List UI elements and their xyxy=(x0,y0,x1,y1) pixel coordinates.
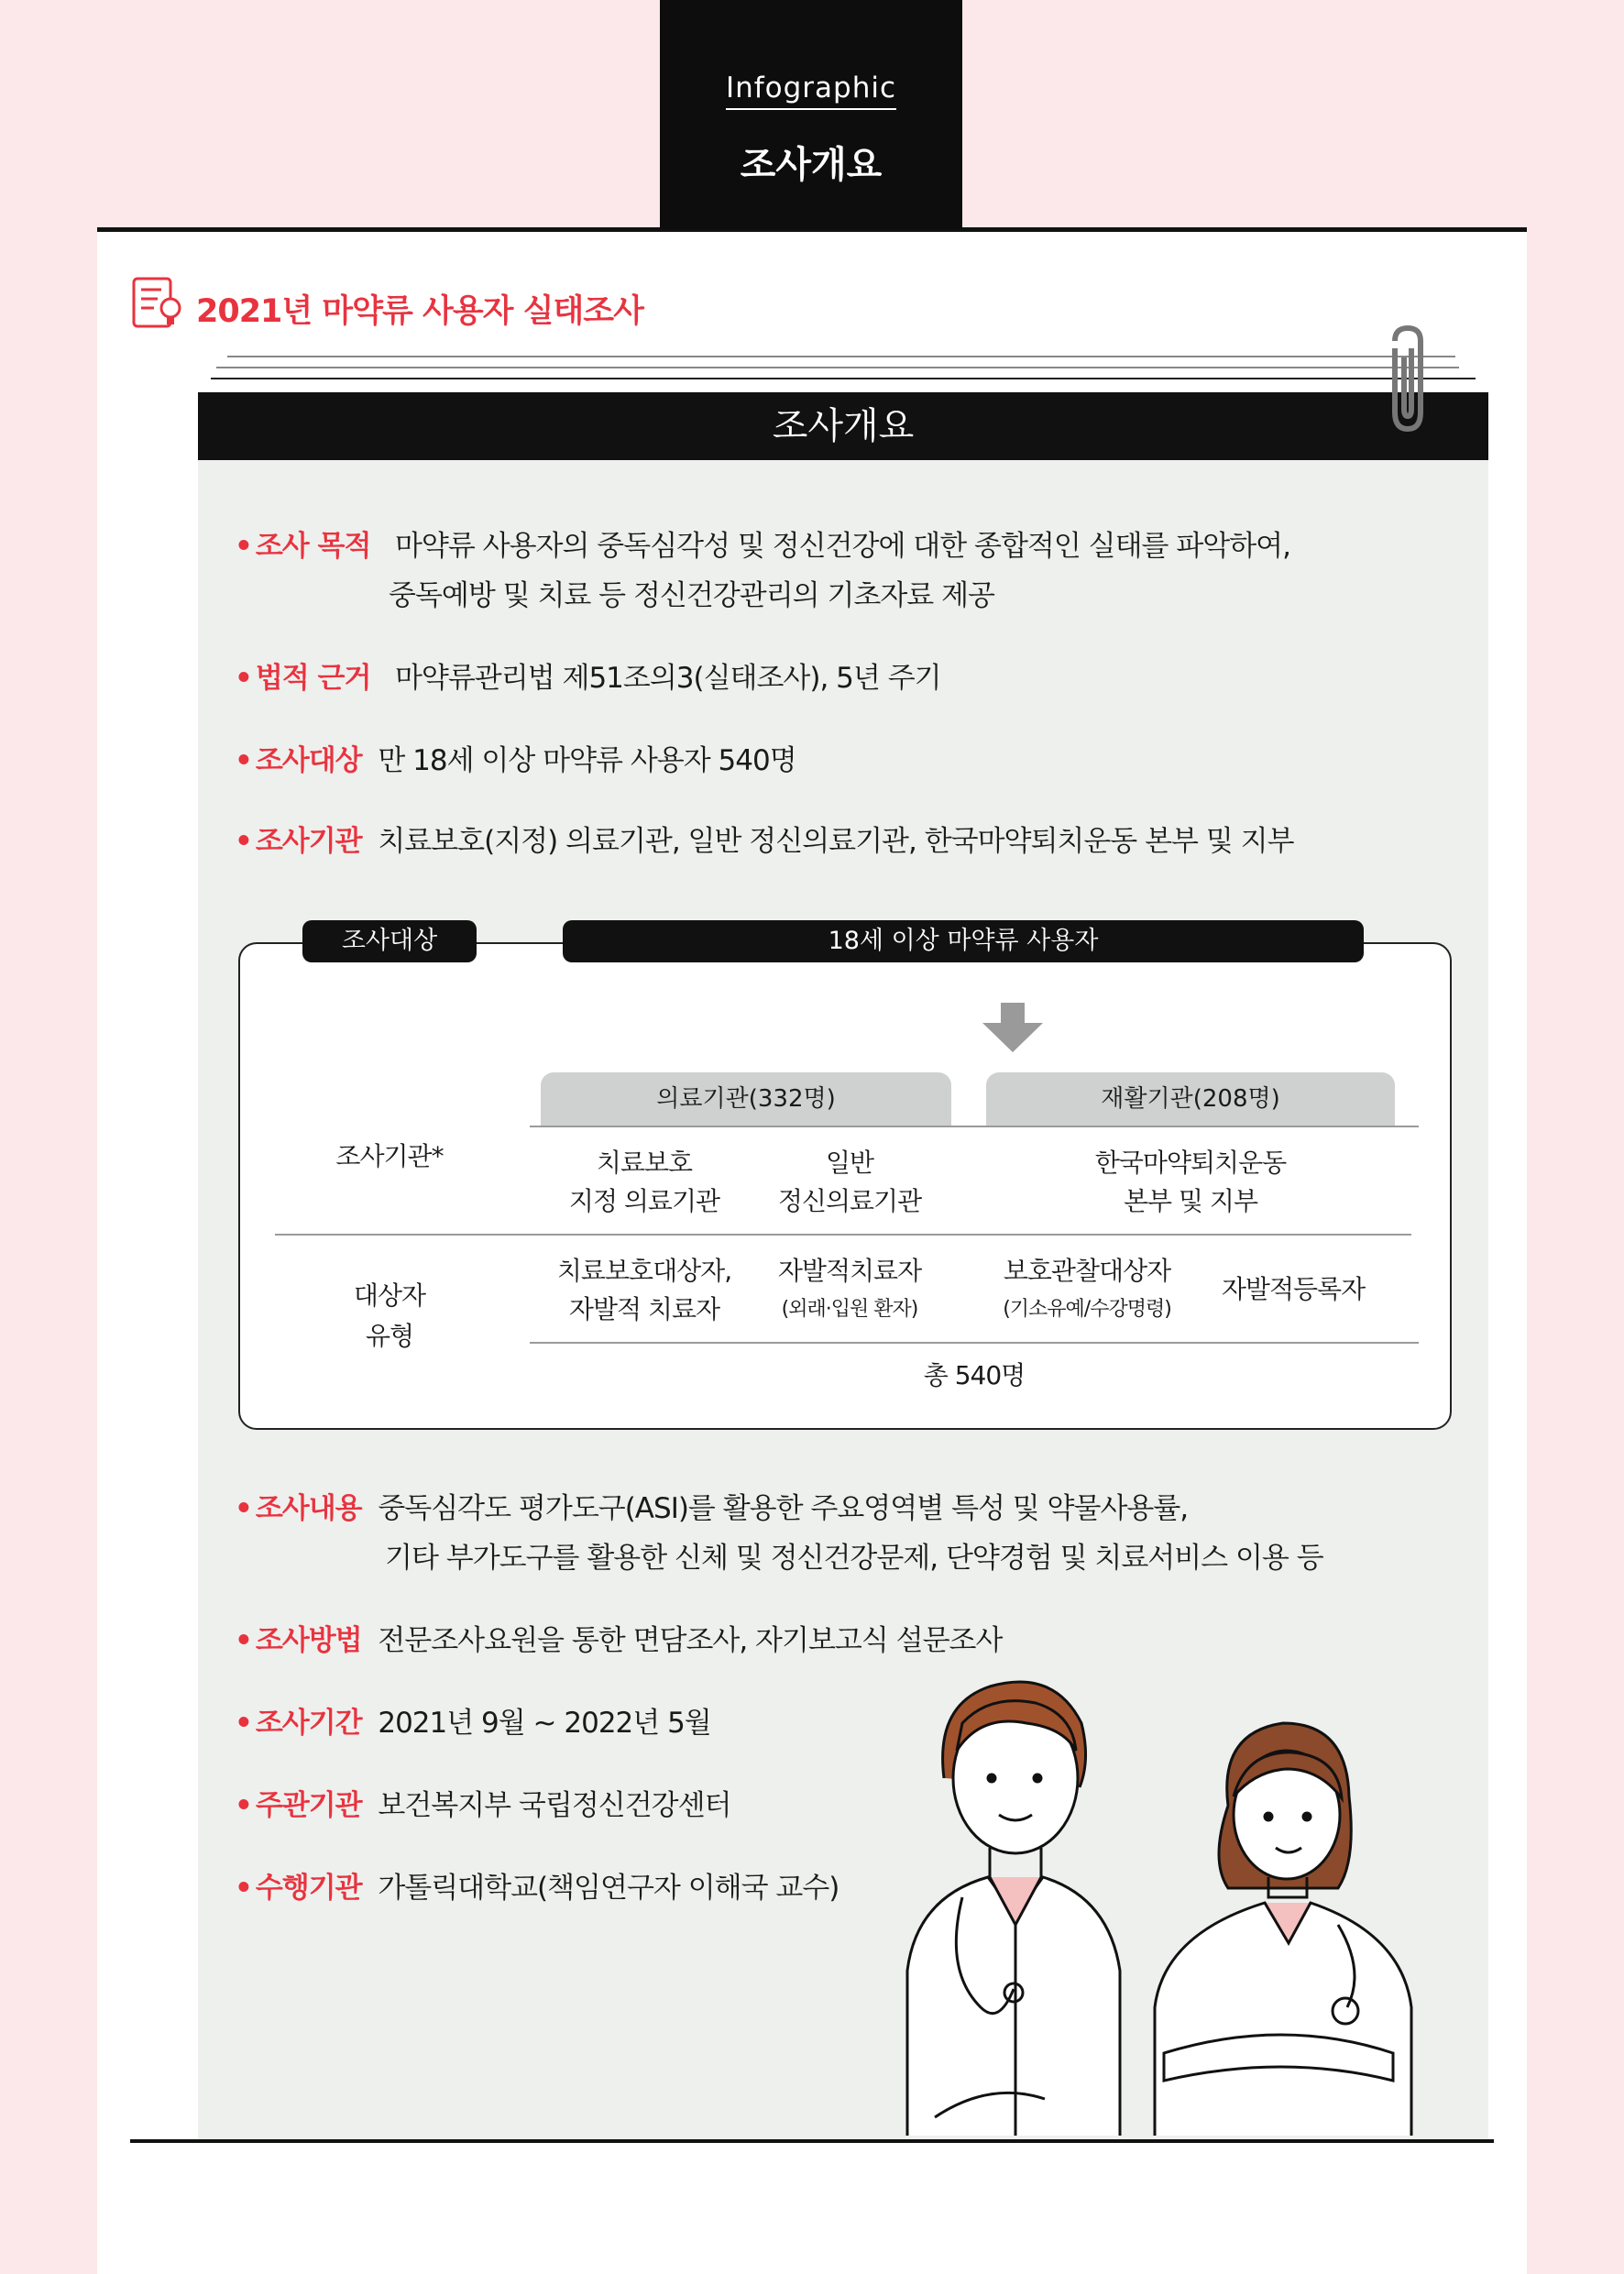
item-method: • 조사방법 전문조사요원을 통한 면담조사, 자기보고식 설문조사 xyxy=(235,1624,1003,1657)
item-purpose-line2: 중독예방 및 치료 등 정신건강관리의 기초자료 제공 xyxy=(389,579,994,612)
item-legal-basis: • 법적 근거 마약류관리법 제51조의3(실태조사), 5년 주기 xyxy=(235,662,941,695)
bottom-rule xyxy=(130,2139,1494,2143)
row1-medical-general: 일반 정신의료기관 xyxy=(777,1148,922,1216)
row1-medical-designated: 치료보호 지정 의료기관 xyxy=(568,1148,720,1216)
arrow-down-icon xyxy=(981,1003,1045,1052)
col-rehab-header: 재활기관(208명) xyxy=(986,1072,1395,1126)
item-period: • 조사기간 2021년 9월 ~ 2022년 5월 xyxy=(235,1707,711,1740)
section-band: 조사개요 xyxy=(198,392,1488,460)
row2-rehab-probation: 보호관찰대상자 (기소유예/수강명령) xyxy=(1003,1256,1171,1321)
row2-medical-designated: 치료보호대상자, 자발적 치료자 xyxy=(556,1256,732,1324)
item-contents-line2: 기타 부가도구를 활용한 신체 및 정신건강문제, 단약경험 및 치료서비스 이용 등 xyxy=(385,1542,1323,1575)
main-title: 2021년 마약류 사용자 실태조사 xyxy=(196,293,643,330)
total-count: 총 540명 xyxy=(923,1360,1026,1390)
target-tag: 조사대상 xyxy=(302,920,477,962)
header-underline xyxy=(530,1126,1419,1127)
header-title: 조사개요 xyxy=(740,144,883,186)
document-bulb-icon xyxy=(130,273,185,332)
item-institution: • 조사기관 치료보호(지정) 의료기관, 일반 정신의료기관, 한국마약퇴치운동 본부 및 지부 xyxy=(235,825,1294,858)
row2-label: 대상자 유형 xyxy=(353,1280,426,1351)
row2-medical-general: 자발적치료자 (외래·입원 환자) xyxy=(777,1256,922,1321)
item-target: • 조사대상 만 18세 이상 마약류 사용자 540명 xyxy=(235,744,796,777)
row1-label: 조사기관* xyxy=(335,1141,444,1171)
doctors-illustration xyxy=(880,1622,1430,2139)
item-contents: • 조사내용 중독심각도 평가도구(ASI)를 활용한 주요영역별 특성 및 약물사용률, xyxy=(235,1492,1189,1525)
row-divider xyxy=(275,1234,1411,1236)
col-medical-header: 의료기관(332명) xyxy=(541,1072,951,1126)
paperclip-icon xyxy=(1375,321,1439,440)
item-organizer: • 주관기관 보건복지부 국립정신건강센터 xyxy=(235,1789,731,1822)
target-header: 18세 이상 마약류 사용자 xyxy=(563,920,1364,962)
total-divider xyxy=(530,1342,1419,1344)
row2-rehab-voluntary: 자발적등록자 xyxy=(1221,1274,1366,1304)
title-line-1 xyxy=(227,356,1455,357)
header-tab xyxy=(660,0,962,229)
item-executor: • 수행기관 가톨릭대학교(책임연구자 이해국 교수) xyxy=(235,1872,839,1905)
title-line-3 xyxy=(211,378,1476,379)
title-line-2 xyxy=(216,367,1459,368)
header-kicker: Infographic xyxy=(660,71,962,104)
row1-rehab: 한국마약퇴치운동 본부 및 지부 xyxy=(1094,1148,1287,1216)
item-purpose: • 조사 목적 마약류 사용자의 중독심각성 및 정신건강에 대한 종합적인 실태를 파악하여, xyxy=(235,530,1290,563)
